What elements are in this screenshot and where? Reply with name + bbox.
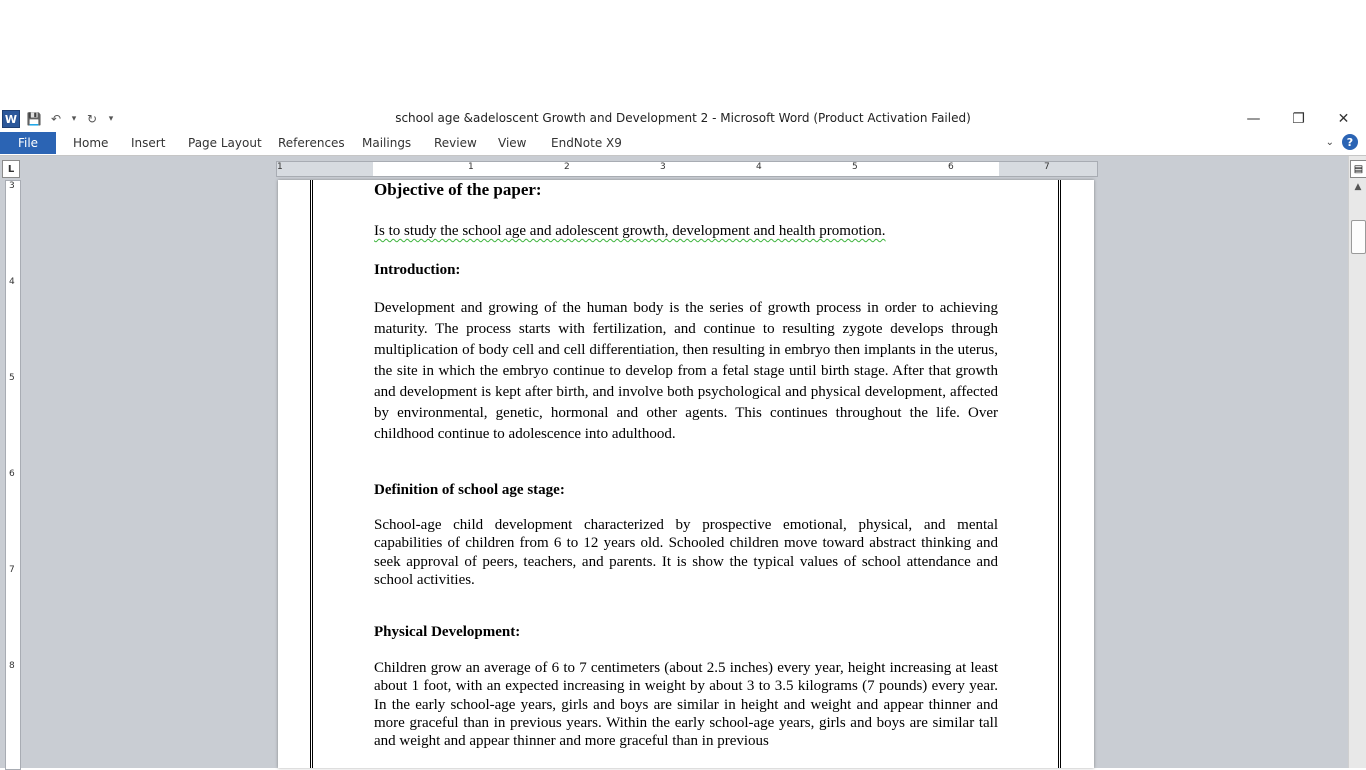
vertical-ruler[interactable] [5,180,21,770]
minimize-button[interactable]: — [1246,111,1261,127]
ruler-number: 7 [9,565,15,575]
introduction-paragraph: Development and growing of the human body is the series of growth process in order to achieving maturity. The process starts with fertilization, and continue to resulting zygote develops through multiplication of body cell and cell differentiation, then resulting in embryo then implants in the uterus, the site in which the embryo continue to develop from a fetal stage until birth stage. After that growth and development is kept after birth, and involve both psychological and physical development, affected by environmental, genetic, hormonal and other agents. This continues throughout the life. Over childhood continue to adolescence into adulthood. [374,300,998,442]
introduction-heading: Introduction: [374,262,461,278]
close-button[interactable]: ✕ [1337,111,1350,127]
ribbon-tab-bar [0,131,1366,156]
tab-references[interactable]: References [278,136,345,150]
restore-button[interactable]: ❐ [1292,111,1305,127]
ruler-toggle-icon[interactable]: ▤ [1350,160,1366,178]
document-page[interactable] [278,180,1094,768]
objective-text: Is to study the school age and adolescent growth, development and health promotion. [374,223,886,239]
horizontal-ruler[interactable] [276,161,1098,177]
ruler-left-margin [277,162,373,176]
ruler-number: 4 [756,162,762,172]
physical-development-heading: Physical Development: [374,624,521,640]
ruler-number: 5 [852,162,858,172]
ruler-number: 3 [660,162,666,172]
redo-icon[interactable]: ↻ [86,112,98,126]
ruler-number: 5 [9,373,15,383]
ribbon-right-controls [1326,134,1358,150]
tab-mailings[interactable]: Mailings [362,136,412,150]
quick-access-toolbar [2,109,116,129]
tab-selector-icon[interactable]: L [2,160,20,178]
ruler-number: 1 [468,162,474,172]
help-icon[interactable]: ? [1342,134,1358,150]
tab-file[interactable]: File [0,132,56,154]
tab-insert[interactable]: Insert [131,136,166,150]
collapse-ribbon-icon[interactable]: ⌄ [1325,136,1334,148]
physical-development-paragraph: Children grow an average of 6 to 7 centimeters (about 2.5 inches) every year, height increasing at least about 1 foot, with an expected increasing in weight by about 3 to 3.5 kilograms (7 pounds) every year. In the early school-age years, girls and boys are similar in height and weight and appear thinner and more graceful than in previous years. Within the early school-age years, girls and boys are similar tall and weight and appear thinner and more graceful than in previous [374,660,998,750]
window-title: school age &adeloscent Growth and Development 2 - Microsoft Word (Product Activation Failed) [395,111,971,125]
undo-dropdown-icon[interactable]: ▾ [71,114,77,124]
ruler-number: 6 [9,469,15,479]
vertical-scrollbar[interactable] [1348,156,1366,768]
word-app-icon[interactable]: W [2,110,20,128]
document-workspace [0,156,1366,768]
tab-view[interactable]: View [498,136,527,150]
definition-heading: Definition of school age stage: [374,482,565,498]
tab-home[interactable]: Home [73,136,109,150]
page-border-right [1058,180,1061,768]
undo-icon[interactable]: ↶ [50,112,62,126]
customize-qat-icon[interactable]: ▾ [108,114,114,124]
page-border-left [310,180,313,768]
save-icon[interactable]: 💾 [26,112,42,126]
tab-review[interactable]: Review [434,136,477,150]
ruler-number: 7 [1044,162,1050,172]
tab-page-layout[interactable]: Page Layout [188,136,262,150]
ruler-number: 8 [9,661,15,671]
tab-endnote[interactable]: EndNote X9 [551,136,622,150]
objective-heading: Objective of the paper: [374,180,542,199]
scroll-up-icon[interactable]: ▲ [1354,182,1362,192]
ruler-number: 4 [9,277,15,287]
ruler-number: 2 [564,162,570,172]
scroll-thumb[interactable] [1351,220,1366,254]
title-bar [0,108,1366,130]
window-controls [1231,108,1366,130]
ruler-number: 6 [948,162,954,172]
ruler-number: 3 [9,181,15,191]
ruler-number: 1 [277,162,283,172]
definition-paragraph: School-age child development characterized by prospective emotional, physical, and mental capabilities of children from 6 to 12 years old. Schooled children move toward abstract thinking and seek approval of peers, teachers, and parents. It is show the typical values of school attendance and school activities. [374,517,998,588]
